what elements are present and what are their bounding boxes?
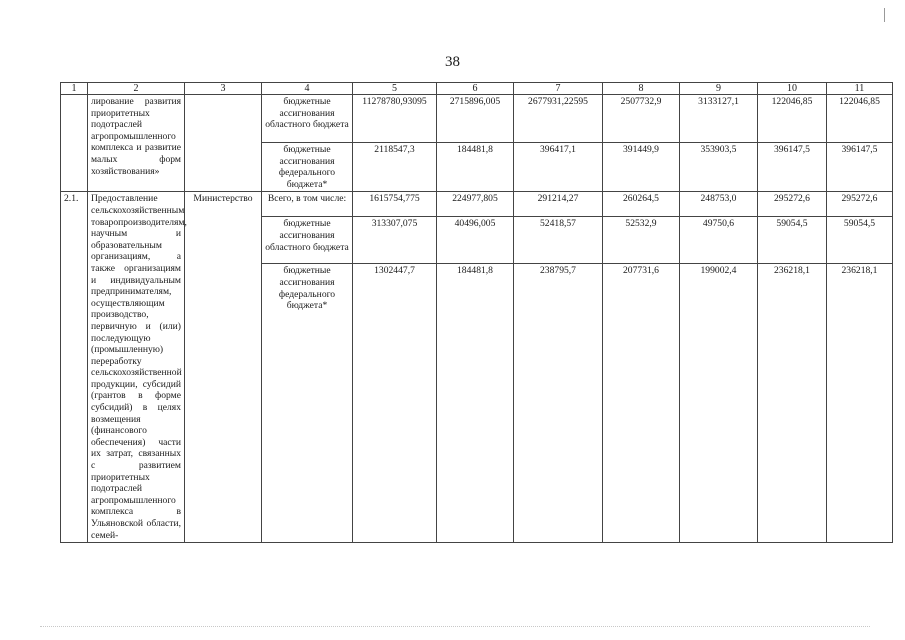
value-cell: 184481,8 (437, 264, 514, 543)
activity-description: Предоставление сельскохозяйственным товаропроизводителям, научным и образовательным организациям, а также организациям и индивидуальным предпринимателям, осуществляющим производство, первичную и (или) последующую (промышленную) переработку сельскохозяйственной продукции, субсидий (грантов в форме субсидий) в целях возмещения (финансового обеспечения) части их затрат, связанных с развитием приоритетных подотраслей агропромышленного комплекса в Ульяновской области, семей- (88, 192, 185, 543)
scan-noise-line (40, 626, 870, 631)
value-cell: 295272,6 (827, 192, 893, 217)
value-cell: 396417,1 (514, 143, 603, 192)
value-cell: 52532,9 (603, 217, 680, 264)
activity-description: лирование развития приоритетных подотраслей агропромышленного комплекса и развитие малых форм хозяйствования» (88, 95, 185, 192)
value-cell: 122046,85 (827, 95, 893, 143)
row-number-cell (61, 95, 88, 192)
funding-source: бюджетные ассигнования федерального бюджета* (262, 264, 353, 543)
column-number: 5 (353, 83, 437, 95)
value-cell: 59054,5 (827, 217, 893, 264)
value-cell: 260264,5 (603, 192, 680, 217)
value-cell: 238795,7 (514, 264, 603, 543)
value-cell: 1302447,7 (353, 264, 437, 543)
column-number: 6 (437, 83, 514, 95)
value-cell: 396147,5 (758, 143, 827, 192)
value-cell: 11278780,93095 (353, 95, 437, 143)
value-cell: 236218,1 (827, 264, 893, 543)
table-row (61, 95, 893, 143)
funding-source: Всего, в том числе: (262, 192, 353, 217)
value-cell: 199002,4 (680, 264, 758, 543)
column-number: 7 (514, 83, 603, 95)
page-number: 38 (445, 54, 460, 70)
column-number: 4 (262, 83, 353, 95)
value-cell: 59054,5 (758, 217, 827, 264)
value-cell: 295272,6 (758, 192, 827, 217)
value-cell: 2118547,3 (353, 143, 437, 192)
scan-edge-mark (884, 8, 895, 22)
value-cell: 49750,6 (680, 217, 758, 264)
column-number: 1 (61, 83, 88, 95)
value-cell: 396147,5 (827, 143, 893, 192)
column-number: 8 (603, 83, 680, 95)
value-cell: 1615754,775 (353, 192, 437, 217)
value-cell: 248753,0 (680, 192, 758, 217)
row-number-cell: 2.1. (61, 192, 88, 543)
column-number-row (61, 83, 893, 95)
value-cell: 2715896,005 (437, 95, 514, 143)
funding-source: бюджетные ассигнования федерального бюджета* (262, 143, 353, 192)
value-cell: 224977,805 (437, 192, 514, 217)
value-cell: 122046,85 (758, 95, 827, 143)
value-cell: 391449,9 (603, 143, 680, 192)
column-number: 10 (758, 83, 827, 95)
table-row (61, 192, 893, 217)
column-number: 11 (827, 83, 893, 95)
value-cell: 291214,27 (514, 192, 603, 217)
value-cell: 184481,8 (437, 143, 514, 192)
funding-source: бюджетные ассигнования областного бюджета (262, 217, 353, 264)
funding-source: бюджетные ассигнования областного бюджета (262, 95, 353, 143)
executor-cell (185, 95, 262, 192)
value-cell: 207731,6 (603, 264, 680, 543)
value-cell: 52418,57 (514, 217, 603, 264)
value-cell: 2507732,9 (603, 95, 680, 143)
column-number: 3 (185, 83, 262, 95)
value-cell: 236218,1 (758, 264, 827, 543)
value-cell: 313307,075 (353, 217, 437, 264)
column-number: 2 (88, 83, 185, 95)
executor-cell: Министерство (185, 192, 262, 543)
value-cell: 3133127,1 (680, 95, 758, 143)
value-cell: 40496,005 (437, 217, 514, 264)
budget-table (60, 82, 893, 543)
column-number: 9 (680, 83, 758, 95)
value-cell: 2677931,22595 (514, 95, 603, 143)
value-cell: 353903,5 (680, 143, 758, 192)
